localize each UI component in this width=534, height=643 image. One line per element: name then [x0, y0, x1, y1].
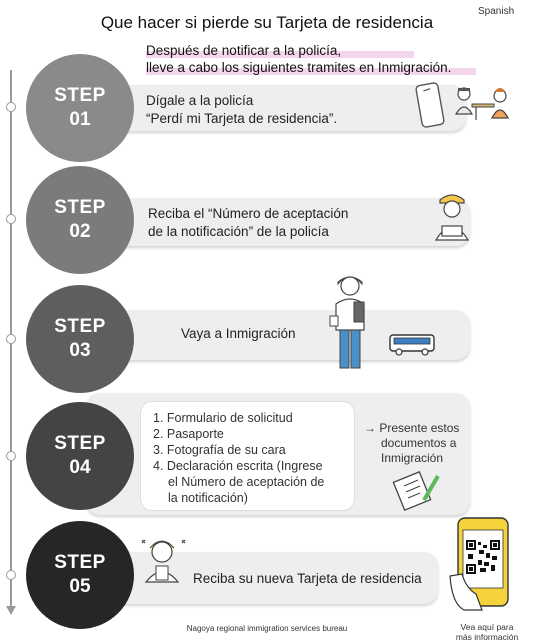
step-5-word: STEP — [54, 552, 106, 573]
document-item: la notificación) — [168, 491, 248, 505]
intro-line-2: lleve a cabo los siguientes tramites en Inmigración. — [146, 60, 452, 75]
present-line-2: documentos a — [381, 436, 457, 450]
intro-line-1: Después de notificar a la policía, — [146, 43, 342, 58]
timeline-arrow — [6, 606, 16, 615]
step-4-number: 04 — [69, 457, 91, 478]
step-5-line-1: Reciba su nueva Tarjeta de residencia — [193, 571, 422, 586]
step-2-word: STEP — [54, 197, 106, 218]
present-line-1: → Presente estos — [364, 421, 460, 435]
step-1-line-1: Dígale a la policía — [146, 93, 254, 108]
qr-caption-line-1: Vea aquí para — [460, 622, 514, 632]
officer-reading-icon — [432, 190, 474, 242]
timeline-dot — [6, 334, 16, 344]
document-item: 3. Fotografía de su cara — [153, 443, 286, 457]
bus-icon — [388, 333, 436, 357]
step-2-number: 02 — [69, 221, 91, 242]
present-documents-text — [364, 421, 459, 466]
page-title: Que hacer si pierde su Tarjeta de residencia — [100, 13, 434, 32]
step-4-word: STEP — [54, 433, 106, 454]
step-3-word: STEP — [54, 316, 106, 337]
qr-caption — [446, 622, 528, 642]
step-3-text — [181, 325, 296, 343]
step-3-circle — [26, 285, 134, 393]
documents-list — [153, 410, 324, 506]
document-pen-icon — [394, 470, 442, 510]
step-2-line-2: de la notificación” de la policía — [148, 224, 329, 239]
timeline-dot — [6, 214, 16, 224]
step-3-number: 03 — [69, 340, 91, 361]
step-1-line-2: “Perdí mi Tarjeta de residencia”. — [146, 111, 338, 126]
timeline-dot — [6, 570, 16, 580]
intro-text — [146, 42, 451, 76]
timeline-dot — [6, 102, 16, 112]
happy-person-card-icon — [138, 534, 188, 584]
language-label: Spanish — [478, 6, 515, 17]
qr-caption-line-2: más información — [455, 632, 519, 642]
step-2-circle — [26, 166, 134, 274]
police-officers-icon — [452, 84, 512, 124]
document-item: 2. Pasaporte — [153, 427, 224, 441]
step-1-number: 01 — [69, 109, 91, 130]
step-5-circle — [26, 521, 134, 629]
step-5-text — [193, 570, 422, 588]
step-3-line-1: Vaya a Inmigración — [181, 326, 296, 341]
step-2-text — [148, 205, 348, 241]
qr-phone-icon — [450, 516, 514, 618]
step-2-line-1: Reciba el “Número de aceptación — [148, 206, 349, 221]
step-5-number: 05 — [69, 576, 91, 597]
step-1-word: STEP — [54, 85, 106, 106]
step-1-circle — [26, 54, 134, 162]
step-4-circle — [26, 402, 134, 510]
step-1-text — [146, 92, 337, 128]
document-item: 4. Declaración escrita (Ingrese — [153, 459, 323, 473]
footer-credit: Nagoya regional immigration services bureau — [186, 624, 348, 633]
document-item: 1. Formulario de solicitud — [153, 411, 293, 425]
timeline-dot — [6, 451, 16, 461]
present-line-3: Inmigración — [381, 451, 444, 465]
smartphone-icon — [416, 82, 446, 130]
student-icon — [330, 272, 370, 376]
document-item: el Número de aceptación de — [168, 475, 325, 489]
